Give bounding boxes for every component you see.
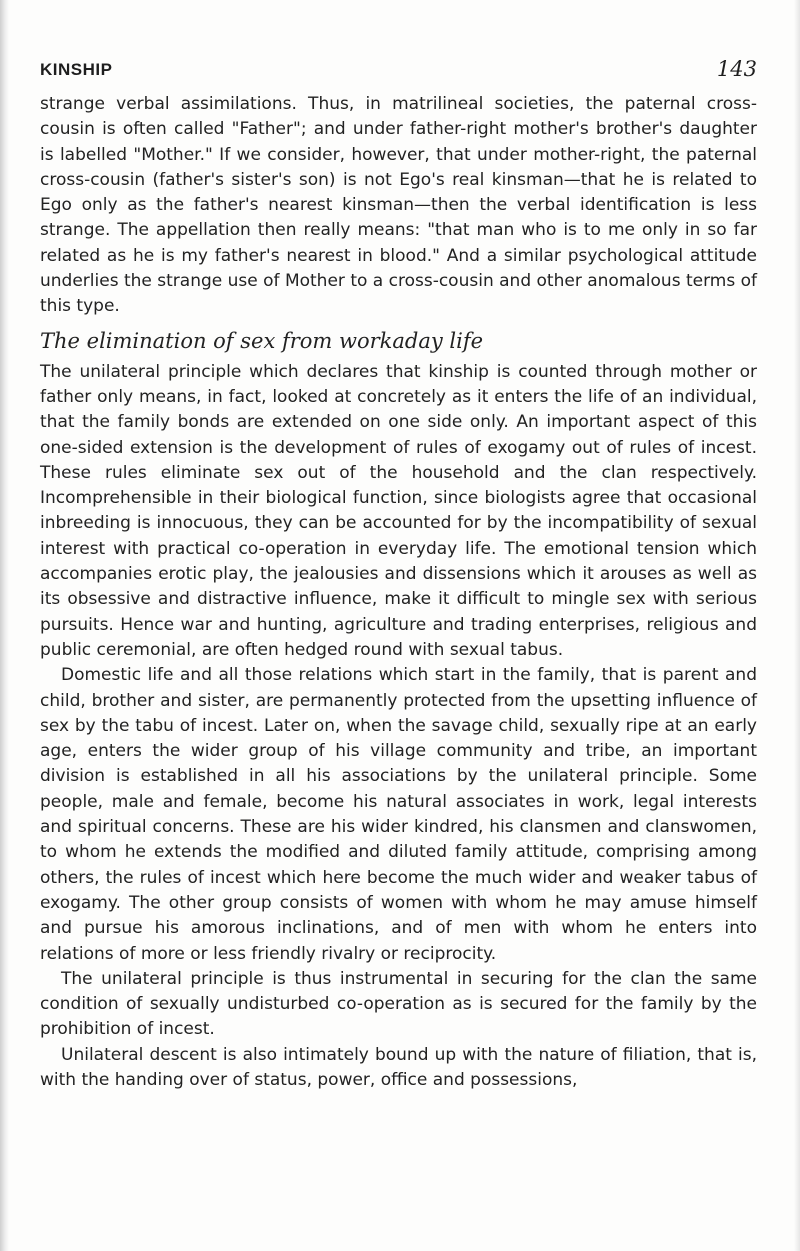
page-number: 143: [716, 57, 757, 81]
body-text: [40, 92, 757, 1093]
paragraph: strange verbal assimilations. Thus, in matrilineal societies, the paternal cross-cousin is often called "Father"; and under father-right mother's brother's daughter is labelled "Mother." If we consider, however, that under mother-right, the paternal cross-cousin (father's sister's son) is not Ego's real kinsman—that he is related to Ego only as the father's nearest kinsman—then the verbal identification is less strange. The appellation then really means: "that man who is to me only in so far related as he is my father's nearest in blood." And a similar psychological attitude underlies the strange use of Mother to a cross-cousin and other anomalous terms of this type.: [40, 94, 757, 317]
paragraph: The unilateral principle is thus instrumental in securing for the clan the same condition of sexually undisturbed co-operation as is secured for the family by the prohibition of incest.: [40, 968, 757, 1040]
page-edge-shadow: [794, 0, 800, 1251]
running-head: [40, 57, 757, 86]
paragraph: Domestic life and all those relations which start in the family, that is parent and child, brother and sister, are permanently protected from the upsetting influence of sex by the tabu of incest. Later on, when the savage child, sexually ripe at an early age, enters the wider group of his village community and tribe, an important division is established in all his associations by the unilateral principle. Some people, male and female, become his natural associates in work, legal interests and spiritual concerns. These are his wider kindred, his clansmen and clanswomen, to whom he extends the modified and diluted family attitude, comprising among others, the rules of incest which here become the much wider and weaker tabus of exogamy. The other group consists of women with whom he may amuse himself and pursue his amorous inclinations, and of men with whom he enters into relations of more or less friendly rivalry or reciprocity.: [40, 665, 757, 964]
running-head-title: KINSHIP: [40, 60, 113, 79]
paragraph: Unilateral descent is also intimately bound up with the nature of filiation, that is, with the handing over of status, power, office and possessions,: [40, 1044, 757, 1090]
paragraph: The unilateral principle which declares that kinship is counted through mother or father only means, in fact, looked at concretely as it enters the life of an individual, that the family bonds are extended on one side only. An important aspect of this one-sided extension is the development of rules of exogamy out of rules of incest. These rules eliminate sex out of the household and the clan respectively. Incomprehensible in their biological function, since biologists agree that occasional inbreeding is innocuous, they can be accounted for by the incompatibility of sexual interest with practical co-operation in everyday life. The emotional tension which accompanies erotic play, the jealousies and dissensions which it arouses as well as its obsessive and distractive influence, make it difficult to mingle sex with serious pursuits. Hence war and hunting, agriculture and trading enterprises, religious and public ceremonial, are often hedged round with sexual tabus.: [40, 361, 757, 660]
page-binding-shadow: [0, 0, 9, 1251]
section-heading: The elimination of sex from workaday life: [40, 328, 484, 353]
